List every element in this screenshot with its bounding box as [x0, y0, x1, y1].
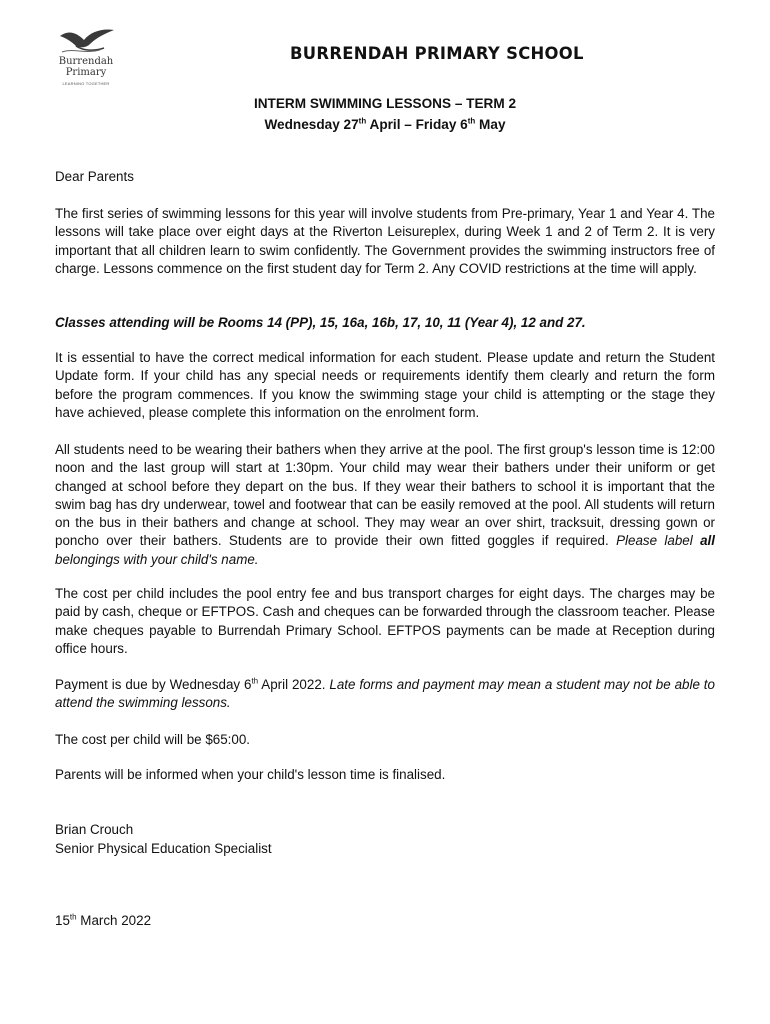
bird-icon	[56, 26, 118, 56]
signature-name: Brian Crouch	[55, 822, 134, 837]
logo-text-line1: Burrendah	[58, 56, 114, 67]
letter-date: 15th March 2022	[55, 912, 152, 928]
logo-text-line2: Primary	[65, 67, 107, 78]
informed-note: Parents will be informed when your child's lesson time is finalised.	[55, 767, 446, 782]
letter-dates: Wednesday 27th April – Friday 6th May	[264, 116, 506, 132]
paragraph-medical: It is essential to have the correct medical information for each student. Please update and return the Student Update form. If your child has any special needs or requirements identify them clearly and return the form before the program commences. If you know the swimming stage your child is attempting or the stage they have achieved, please complete this information on the enrolment form.	[55, 350, 715, 420]
school-logo	[52, 26, 122, 90]
logo-motto: LEARNING TOGETHER	[62, 81, 110, 86]
letter-title: INTERM SWIMMING LESSONS – TERM 2	[253, 96, 517, 111]
classes-attending: Classes attending will be Rooms 14 (PP), 15, 16a, 16b, 17, 10, 11 (Year 4), 12 and 27.	[55, 315, 586, 330]
greeting: Dear Parents	[55, 169, 134, 184]
school-name: BURRENDAH PRIMARY SCHOOL	[290, 44, 584, 63]
paragraph-payment: Payment is due by Wednesday 6th April 2022. Late forms and payment may mean a student may not be able to attend the swimming lessons.	[55, 676, 715, 711]
cost-per-child: The cost per child will be $65:00.	[55, 732, 251, 747]
paragraph-intro: The first series of swimming lessons for this year will involve students from Pre-primary, Year 1 and Year 4. The lessons will take place over eight days at the Riverton Leisureplex, during Week 1 and 2 of Term 2. It is very important that all children learn to swim confidently. The Government provides the swimming instructors free of charge. Lessons commence on the first student day for Term 2. Any COVID restrictions at the time will apply.	[55, 206, 715, 276]
paragraph-cost: The cost per child includes the pool entry fee and bus transport charges for eight days. The charges may be paid by cash, cheque or EFTPOS. Cash and cheques can be forwarded through the classroom teacher. Please make cheques payable to Burrendah Primary School. EFTPOS payments can be made at Reception during office hours.	[55, 586, 715, 656]
signature-title: Senior Physical Education Specialist	[55, 841, 272, 856]
paragraph-bathers: All students need to be wearing their bathers when they arrive at the pool. The first group's lesson time is 12:00 noon and the last group will start at 1:30pm. Your child may wear their bathers under their uniform or get changed at school before they depart on the bus. If they wear their bathers to school it is important that the swim bag has dry underwear, towel and footwear that can be easily removed at the pool. All students will return on the bus in their bathers and change at school. They may wear an over shirt, tracksuit, dressing gown or poncho over their bathers. Students are to provide their own fitted goggles if required. Please label all belongings with your child's name.	[55, 442, 715, 567]
